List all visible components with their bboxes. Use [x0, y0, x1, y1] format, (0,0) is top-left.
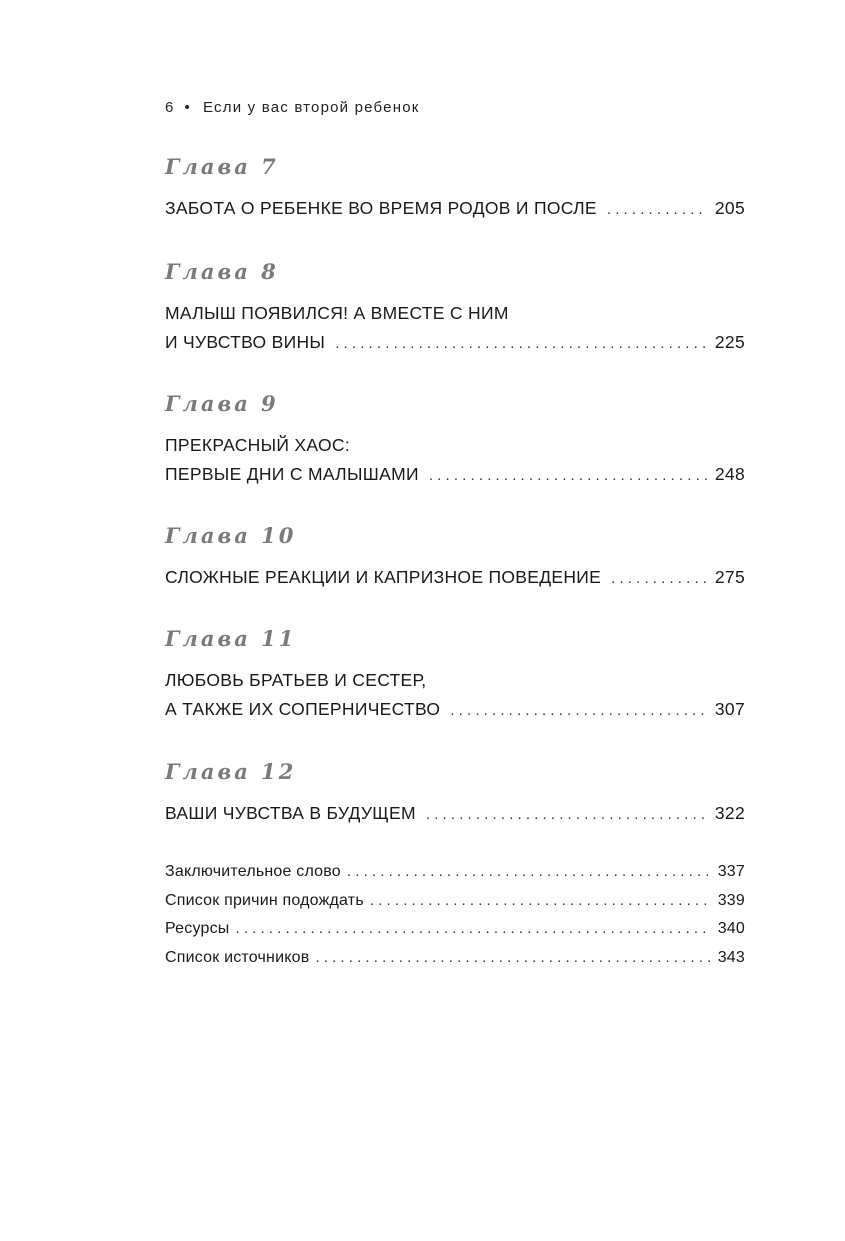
chapter-title-line: ЛЮБОВЬ БРАТЬЕВ И СЕСТЕР, — [165, 670, 427, 690]
leader-dots — [429, 461, 707, 490]
chapter-page-number: 225 — [714, 332, 745, 352]
toc-entry-line[interactable] — [165, 695, 745, 724]
leader-dots — [315, 944, 709, 973]
chapter-title-line: И ЧУВСТВО ВИНЫ — [165, 332, 326, 352]
chapter-label: Глава 9 — [165, 391, 279, 416]
chapter-title-line: СЛОЖНЫЕ РЕАКЦИИ И КАПРИЗНОЕ ПОВЕДЕНИЕ — [165, 567, 602, 587]
backmatter-entry[interactable] — [165, 915, 745, 944]
backmatter-title: Ресурсы — [165, 920, 230, 937]
chapter-title-line: МАЛЫШ ПОЯВИЛСЯ! А ВМЕСТЕ С НИМ — [165, 303, 509, 323]
leader-dots — [611, 564, 707, 593]
chapter-title-line: ВАШИ ЧУВСТВА В БУДУЩЕМ — [165, 803, 416, 823]
backmatter-entry[interactable] — [165, 858, 745, 887]
toc-entry-line — [165, 299, 745, 328]
backmatter-page-number: 337 — [717, 863, 745, 880]
running-header — [165, 99, 420, 116]
backmatter-list — [165, 858, 745, 972]
backmatter-title: Заключительное слово — [165, 863, 341, 880]
toc-entry-line[interactable] — [165, 328, 745, 357]
backmatter-title: Список причин подождать — [165, 891, 364, 909]
backmatter-title: Список источников — [165, 948, 310, 966]
backmatter-page-number: 343 — [717, 948, 745, 966]
leader-dots — [370, 887, 710, 916]
chapter-8 — [165, 257, 745, 357]
chapter-label: Глава 7 — [165, 154, 279, 179]
backmatter-entry[interactable] — [165, 944, 745, 973]
backmatter-page-number: 339 — [717, 891, 745, 909]
leader-dots — [335, 329, 707, 358]
chapter-11 — [165, 624, 745, 724]
chapter-title-line: А ТАКЖЕ ИХ СОПЕРНИЧЕСТВО — [165, 699, 441, 719]
chapter-label: Глава 11 — [165, 626, 297, 651]
toc-entry-line[interactable] — [165, 563, 745, 592]
toc-entry-line[interactable] — [165, 799, 745, 828]
leader-dots — [347, 858, 710, 887]
header-page-number: 6 — [165, 99, 175, 116]
chapter-page-number: 205 — [714, 198, 745, 218]
backmatter-entry[interactable] — [165, 887, 745, 916]
chapter-10 — [165, 521, 745, 592]
chapter-label: Глава 10 — [165, 523, 297, 548]
chapter-title-line: ПРЕКРАСНЫЙ ХАОС: — [165, 435, 350, 455]
leader-dots — [236, 915, 710, 944]
chapter-page-number: 248 — [714, 464, 745, 484]
toc-entry-line — [165, 666, 745, 695]
chapter-9 — [165, 389, 745, 489]
chapter-label: Глава 12 — [165, 759, 297, 784]
chapter-title-line: ПЕРВЫЕ ДНИ С МАЛЫШАМИ — [165, 464, 419, 484]
toc-entry-line[interactable] — [165, 460, 745, 489]
toc-entry-line — [165, 431, 745, 460]
header-bullet: • — [184, 99, 191, 116]
header-book-title: Если у вас второй ребенок — [203, 99, 420, 116]
leader-dots — [607, 195, 707, 224]
toc-entry-line[interactable] — [165, 194, 745, 223]
chapter-label: Глава 8 — [165, 259, 279, 284]
chapter-title-line: ЗАБОТА О РЕБЕНКЕ ВО ВРЕМЯ РОДОВ И ПОСЛЕ — [165, 198, 597, 218]
chapter-12 — [165, 757, 745, 828]
chapter-page-number: 322 — [714, 803, 745, 823]
leader-dots — [426, 800, 707, 829]
chapter-page-number: 275 — [714, 567, 745, 587]
chapter-7 — [165, 152, 745, 223]
chapter-page-number: 307 — [714, 699, 745, 719]
backmatter-page-number: 340 — [717, 920, 745, 937]
leader-dots — [450, 696, 707, 725]
